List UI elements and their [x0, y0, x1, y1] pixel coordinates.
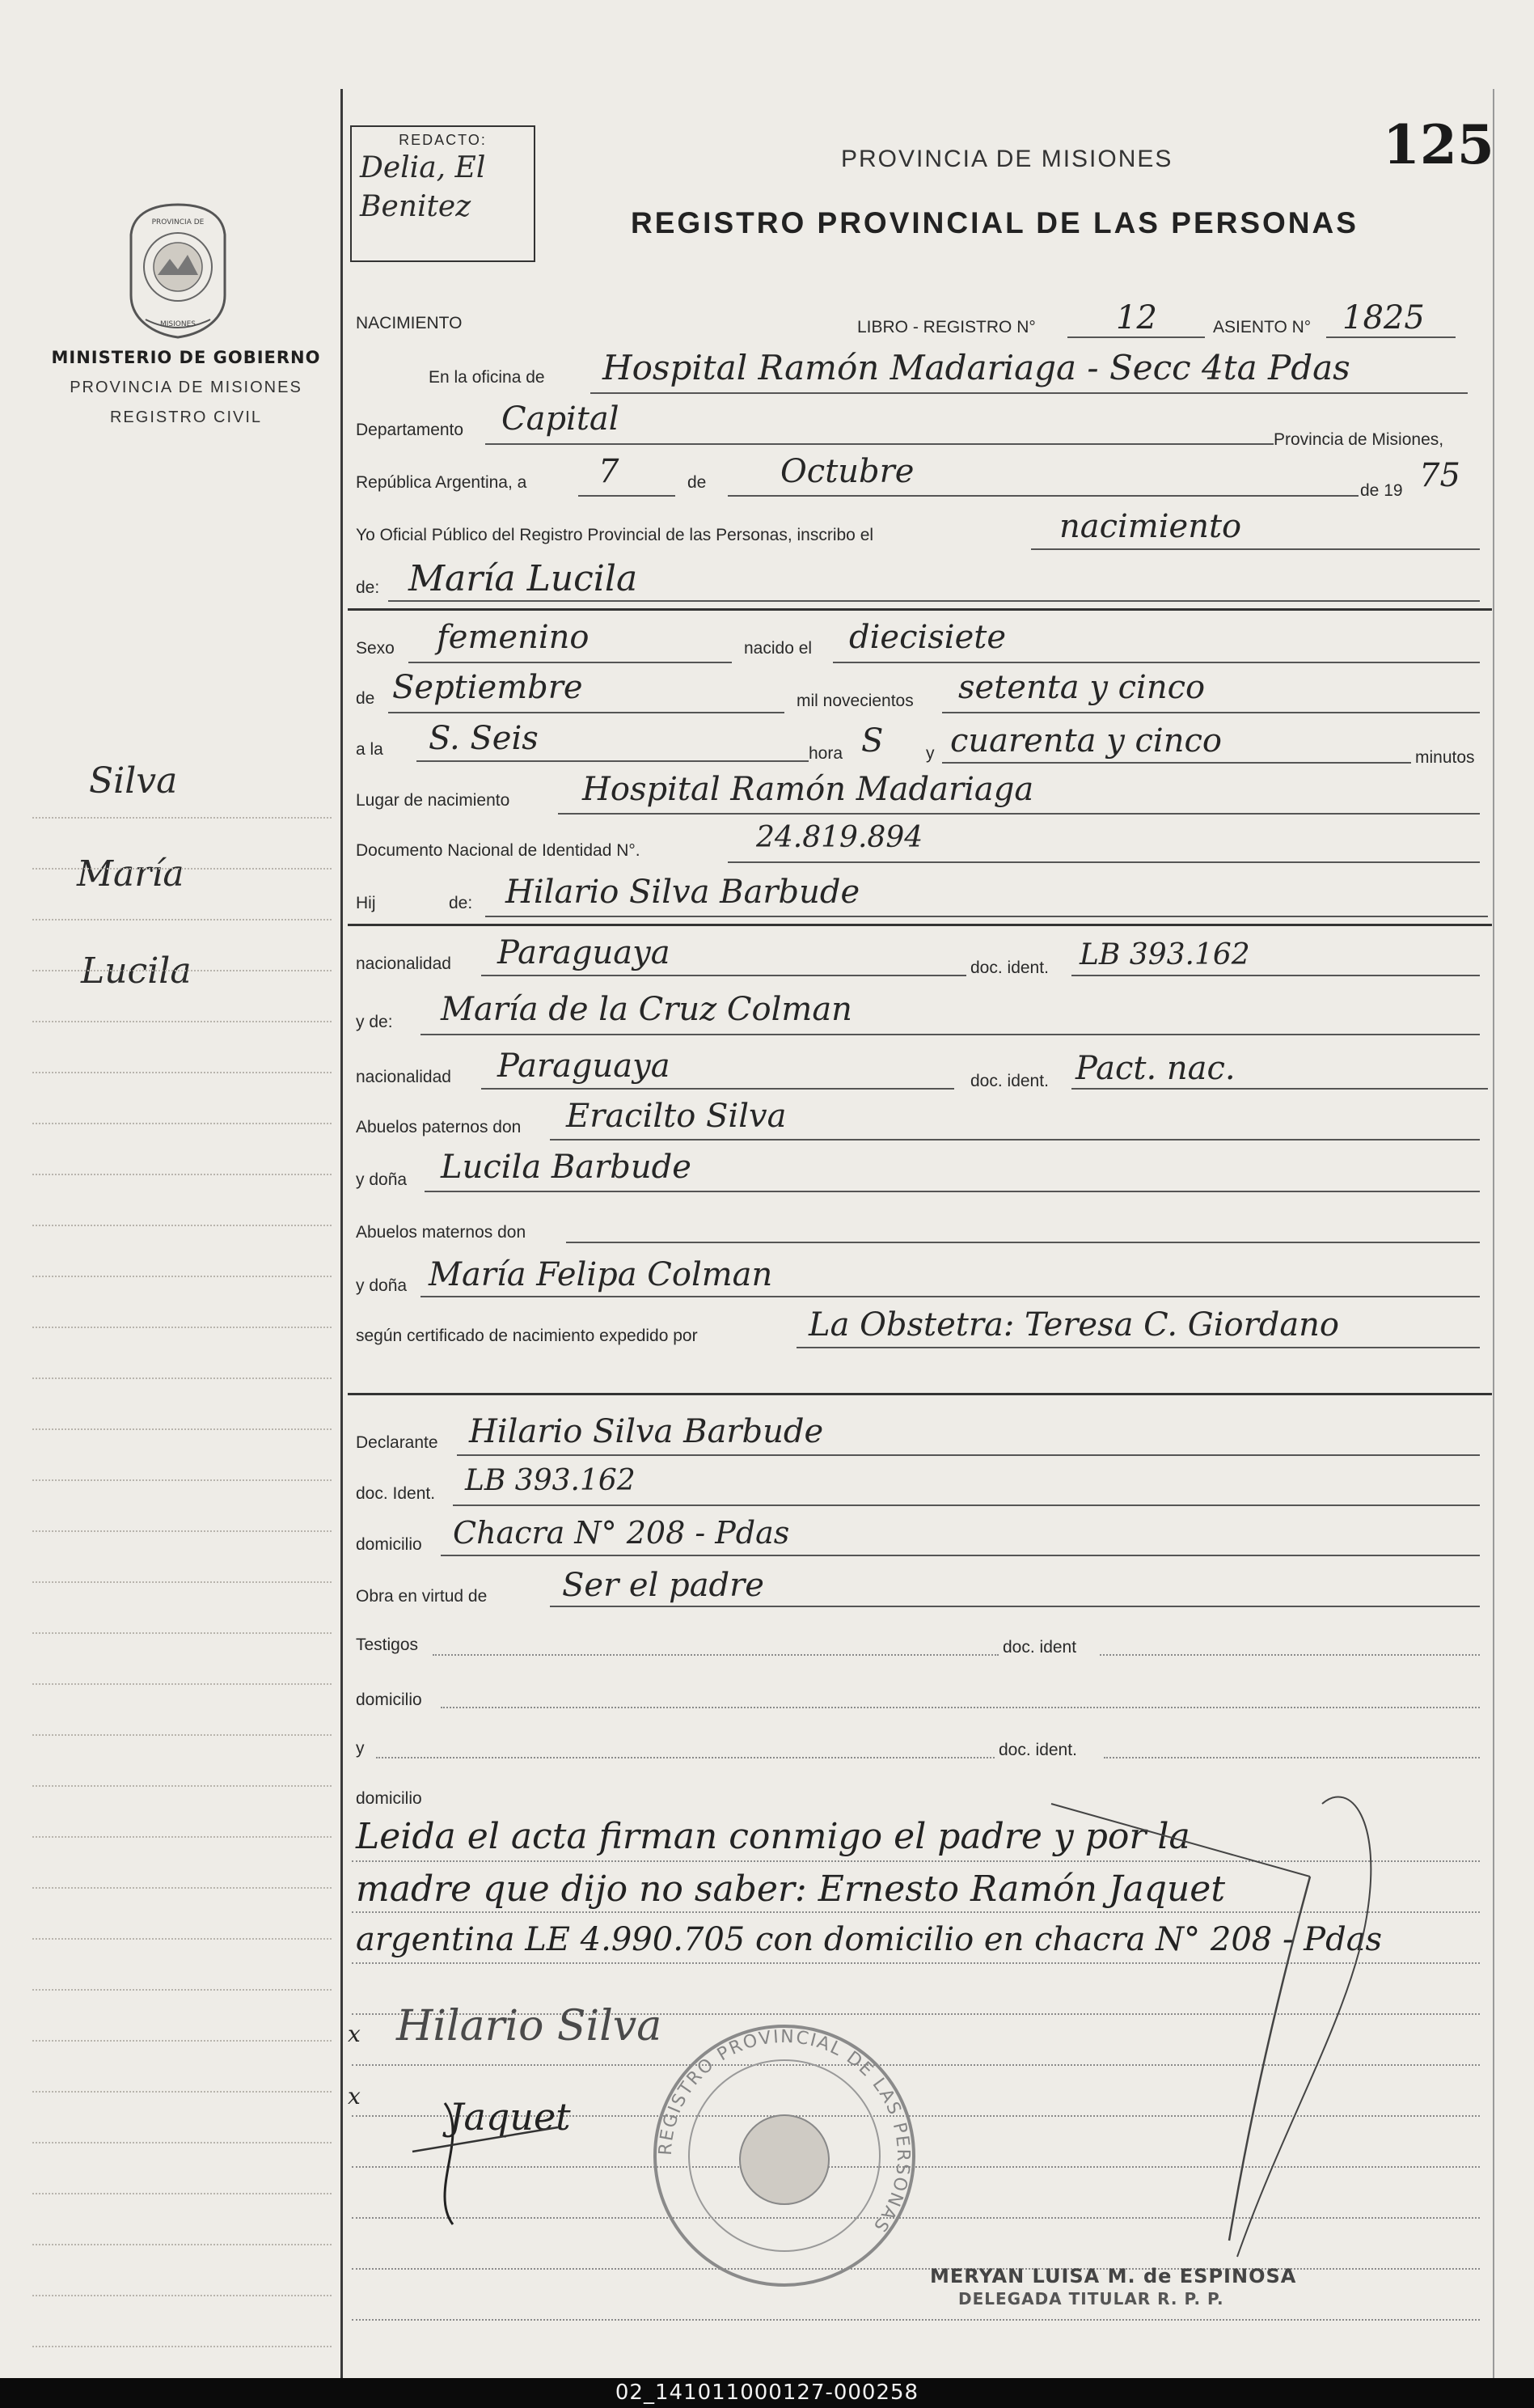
nombre-line: [388, 600, 1480, 602]
nacido-mes-value: Septiembre: [392, 669, 583, 706]
testigo-1-domicilio-label: domicilio: [356, 1691, 422, 1709]
nacido-dia-value: diecisiete: [849, 619, 1007, 656]
footer-id: 02_141011000127-000258: [615, 2380, 919, 2405]
signature-2-flourish: [396, 2071, 606, 2232]
margin-ruled-line: [32, 1479, 332, 1481]
obra-value: Ser el padre: [562, 1567, 764, 1604]
margin-ruled-line: [32, 1887, 332, 1889]
margin-first-name: María: [77, 853, 184, 895]
margin-ruled-line: [32, 1632, 332, 1634]
margin-ruled-line: [32, 817, 332, 819]
nombre-de-label: de:: [356, 578, 380, 597]
declarante-value: Hilario Silva Barbude: [469, 1413, 824, 1450]
margin-ruled-line: [32, 1785, 332, 1787]
margin-surname: Silva: [89, 760, 178, 802]
minutos-label: minutos: [1415, 748, 1475, 767]
fecha-mes: Octubre: [780, 453, 915, 490]
testigos-label: Testigos: [356, 1636, 419, 1654]
section-rule-1: [348, 608, 1492, 611]
signature-2-mark: x: [348, 2083, 361, 2110]
madre-doc-line: [1071, 1088, 1488, 1090]
hora-label: hora: [809, 744, 843, 763]
yo-oficial-label: Yo Oficial Público del Registro Provincial de las Personas, inscribo el: [356, 526, 874, 544]
madre-line: [420, 1034, 1480, 1035]
margin-ruled-line: [32, 1581, 332, 1583]
observation-ruled-line: [352, 2319, 1480, 2321]
padre-nacionalidad-value: Paraguaya: [497, 934, 670, 971]
abuelo-pat-line: [550, 1139, 1480, 1141]
testigo-1-dom-line: [441, 1707, 1480, 1708]
testigo-2-doc-label: doc. ident.: [999, 1741, 1077, 1759]
margin-ruled-line: [32, 1327, 332, 1328]
certificado-label: según certificado de nacimiento expedido por: [356, 1327, 698, 1345]
certificado-value: La Obstetra: Teresa C. Giordano: [809, 1306, 1340, 1344]
margin-ruled-line: [32, 2346, 332, 2347]
margin-ruled-line: [32, 2040, 332, 2042]
observacion-line-1: Leida el acta firman conmigo el padre y por la: [356, 1816, 1190, 1857]
abuela-materna-label: y doña: [356, 1276, 408, 1295]
signature-1-mark: x: [348, 2021, 361, 2047]
testigo-1-doc-line: [1100, 1654, 1480, 1656]
madre-nacionalidad-value: Paraguaya: [497, 1047, 670, 1085]
madre-doc-label: doc. ident.: [970, 1072, 1049, 1090]
observacion-line-3: argentina LE 4.990.705 con domicilio en chacra N° 208 - Pdas: [356, 1921, 1383, 1958]
libro-value: 12: [1116, 299, 1157, 336]
hij-label: Hij: [356, 894, 376, 912]
fecha-anio: 75: [1419, 457, 1460, 494]
left-margin: [0, 0, 340, 2378]
certificado-line: [797, 1347, 1480, 1348]
margin-ruled-line: [32, 1225, 332, 1226]
official-stamp-icon: [647, 2018, 922, 2293]
observacion-line-2: madre que dijo no saber: Ernesto Ramón Jaquet: [356, 1868, 1226, 1910]
madre-nac-line: [481, 1088, 954, 1090]
margin-ruled-line: [32, 2295, 332, 2296]
madre-value: María de la Cruz Colman: [441, 991, 852, 1028]
footer-id-bar: [0, 2378, 1534, 2408]
sexo-line: [408, 662, 732, 663]
padre-line: [485, 916, 1488, 917]
asiento-label: ASIENTO N°: [1213, 318, 1312, 336]
margin-ruled-line: [32, 1174, 332, 1175]
nacimiento-label: NACIMIENTO: [356, 314, 463, 332]
ministry-block: [32, 348, 340, 427]
obra-line: [550, 1606, 1480, 1607]
republica-label: República Argentina, a: [356, 473, 527, 492]
redacto-line-2: Benitez: [360, 190, 471, 223]
margin-ruled-line: [32, 2091, 332, 2093]
padre-nac-line: [481, 975, 966, 976]
margin-second-name: Lucila: [81, 950, 192, 992]
de-19-label: de 19: [1360, 481, 1403, 500]
margin-ruled-line: [32, 919, 332, 920]
margin-ruled-line: [32, 1683, 332, 1685]
nombre-value: María Lucila: [408, 558, 638, 599]
section-rule-2: [348, 924, 1492, 926]
margin-ruled-line: [32, 2244, 332, 2245]
section-rule-3: [348, 1393, 1492, 1395]
padre-nacionalidad-label: nacionalidad: [356, 954, 451, 973]
y-label: y: [926, 744, 935, 763]
dni-line: [728, 861, 1480, 863]
margin-ruled-line: [32, 1276, 332, 1277]
declarante-domicilio-value: Chacra N° 208 - Pdas: [453, 1515, 790, 1551]
margin-ruled-line: [32, 1123, 332, 1124]
margin-ruled-line: [32, 1734, 332, 1736]
margin-ruled-line: [32, 1989, 332, 1991]
acto-line: [1031, 548, 1480, 550]
fecha-dia: 7: [598, 453, 619, 490]
margin-ruled-line: [32, 1530, 332, 1532]
ministry-name: MINISTERIO DE GOBIERNO: [51, 348, 321, 367]
declarante-doc-value: LB 393.162: [465, 1464, 636, 1497]
margin-divider: [340, 89, 343, 2382]
padre-value: Hilario Silva Barbude: [505, 874, 860, 911]
oficina-label: En la oficina de: [429, 368, 545, 387]
nacido-el-label: nacido el: [744, 639, 813, 658]
padre-doc-label: doc. ident.: [970, 959, 1049, 977]
abuelo-paterno-value: Eracilto Silva: [566, 1098, 787, 1135]
testigo-2-label: y: [356, 1739, 365, 1758]
madre-doc-value: Pact. nac.: [1075, 1050, 1236, 1087]
abuelos-maternos-label: Abuelos maternos don: [356, 1223, 526, 1242]
padre-doc-line: [1071, 975, 1480, 976]
declarante-line: [457, 1454, 1480, 1456]
madre-label: y de:: [356, 1013, 393, 1031]
asiento-value: 1825: [1342, 299, 1425, 336]
abuela-materna-value: María Felipa Colman: [429, 1256, 773, 1293]
padre-doc-value: LB 393.162: [1080, 938, 1250, 971]
testigo-2-domicilio-label: domicilio: [356, 1789, 422, 1808]
official-name: MERYAN LUISA M. de ESPINOSA: [930, 2265, 1297, 2287]
dia-line: [578, 495, 675, 497]
oficina-line: [590, 392, 1468, 394]
signature-2: Jaquet: [449, 2095, 571, 2139]
testigo-1-line: [433, 1654, 999, 1656]
margin-ruled-line: [32, 970, 332, 971]
abuela-pat-line: [425, 1191, 1480, 1192]
a-la-label: a la: [356, 740, 383, 759]
sexo-value: femenino: [437, 619, 590, 656]
declarante-label: Declarante: [356, 1433, 438, 1452]
libro-line: [1067, 336, 1205, 338]
ministry-province: PROVINCIA DE MISIONES: [70, 379, 302, 396]
hora-palabra-line: [416, 760, 809, 762]
margin-ruled-line: [32, 1938, 332, 1940]
nacido-mes-line: [388, 712, 784, 713]
provincial-emblem-icon: [121, 198, 235, 340]
declarante-dom-line: [441, 1555, 1480, 1556]
madre-nacionalidad-label: nacionalidad: [356, 1068, 451, 1086]
mes-de-label: de: [356, 689, 375, 708]
departamento-label: Departamento: [356, 421, 464, 439]
declarante-doc-label: doc. Ident.: [356, 1484, 436, 1503]
minutos-line: [942, 762, 1411, 764]
dni-value: 24.819.894: [756, 821, 923, 854]
closing-diagonal-stroke: [1043, 1755, 1496, 2289]
departamento-value: Capital: [501, 400, 619, 438]
abuelo-mat-line: [566, 1242, 1480, 1243]
hora-num-value: S: [861, 722, 884, 760]
abuela-mat-line: [420, 1296, 1480, 1297]
minutos-value: cuarenta y cinco: [950, 722, 1222, 760]
signature-1: Hilario Silva: [396, 2002, 662, 2050]
declarante-domicilio-label: domicilio: [356, 1535, 422, 1554]
declarante-doc-line: [453, 1504, 1480, 1506]
redacto-label: REDACTO:: [399, 132, 487, 148]
fecha-de-label: de: [687, 473, 707, 492]
margin-ruled-line: [32, 1072, 332, 1073]
sexo-label: Sexo: [356, 639, 395, 658]
dni-label: Documento Nacional de Identidad N°.: [356, 841, 640, 860]
nacido-anio-line: [942, 712, 1480, 713]
hora-palabra-value: S. Seis: [429, 720, 539, 757]
svg-text:REGISTRO PROVINCIAL DE LAS PER: REGISTRO PROVINCIAL DE LAS PERSONAS: [655, 2026, 914, 2237]
svg-text:PROVINCIA DE: PROVINCIA DE: [151, 218, 205, 226]
provincia-label: Provincia de Misiones,: [1274, 430, 1444, 449]
nacido-anio-value: setenta y cinco: [958, 669, 1206, 706]
mes-line: [728, 495, 1359, 497]
svg-text:MISIONES: MISIONES: [159, 320, 197, 328]
acto-value: nacimiento: [1059, 508, 1242, 545]
official-title: DELEGADA TITULAR R. P. P.: [958, 2289, 1224, 2309]
libro-label: LIBRO - REGISTRO N°: [857, 318, 1036, 336]
departamento-line: [485, 443, 1274, 445]
abuela-paterna-label: y doña: [356, 1170, 408, 1189]
testigo-2-line: [376, 1757, 995, 1758]
lugar-line: [558, 813, 1480, 815]
oficina-value: Hospital Ramón Madariaga - Secc 4ta Pdas: [602, 348, 1350, 387]
mil-novecientos-label: mil novecientos: [797, 692, 914, 710]
lugar-value: Hospital Ramón Madariaga: [582, 771, 1034, 808]
lugar-label: Lugar de nacimiento: [356, 791, 510, 810]
margin-ruled-line: [32, 1836, 332, 1838]
margin-ruled-line: [32, 1428, 332, 1430]
nacido-dia-line: [833, 662, 1480, 663]
registry-title: REGISTRO PROVINCIAL DE LAS PERSONAS: [631, 206, 1359, 239]
folio-number: 125: [1383, 113, 1494, 176]
abuela-paterna-value: Lucila Barbude: [441, 1149, 691, 1186]
testigo-1-doc-label: doc. ident: [1003, 1638, 1077, 1657]
province-title: PROVINCIA DE MISIONES: [841, 146, 1173, 172]
abuelos-paternos-label: Abuelos paternos don: [356, 1118, 522, 1136]
margin-ruled-line: [32, 1021, 332, 1022]
hij-de-label: de:: [449, 894, 473, 912]
margin-ruled-line: [32, 868, 332, 870]
redacto-line-1: Delia, El: [360, 151, 486, 184]
asiento-line: [1326, 336, 1456, 338]
margin-ruled-line: [32, 2193, 332, 2194]
obra-label: Obra en virtud de: [356, 1587, 488, 1606]
ministry-registry: REGISTRO CIVIL: [109, 408, 263, 426]
margin-ruled-line: [32, 1378, 332, 1379]
redacto-box: [350, 125, 535, 262]
margin-ruled-line: [32, 2142, 332, 2144]
